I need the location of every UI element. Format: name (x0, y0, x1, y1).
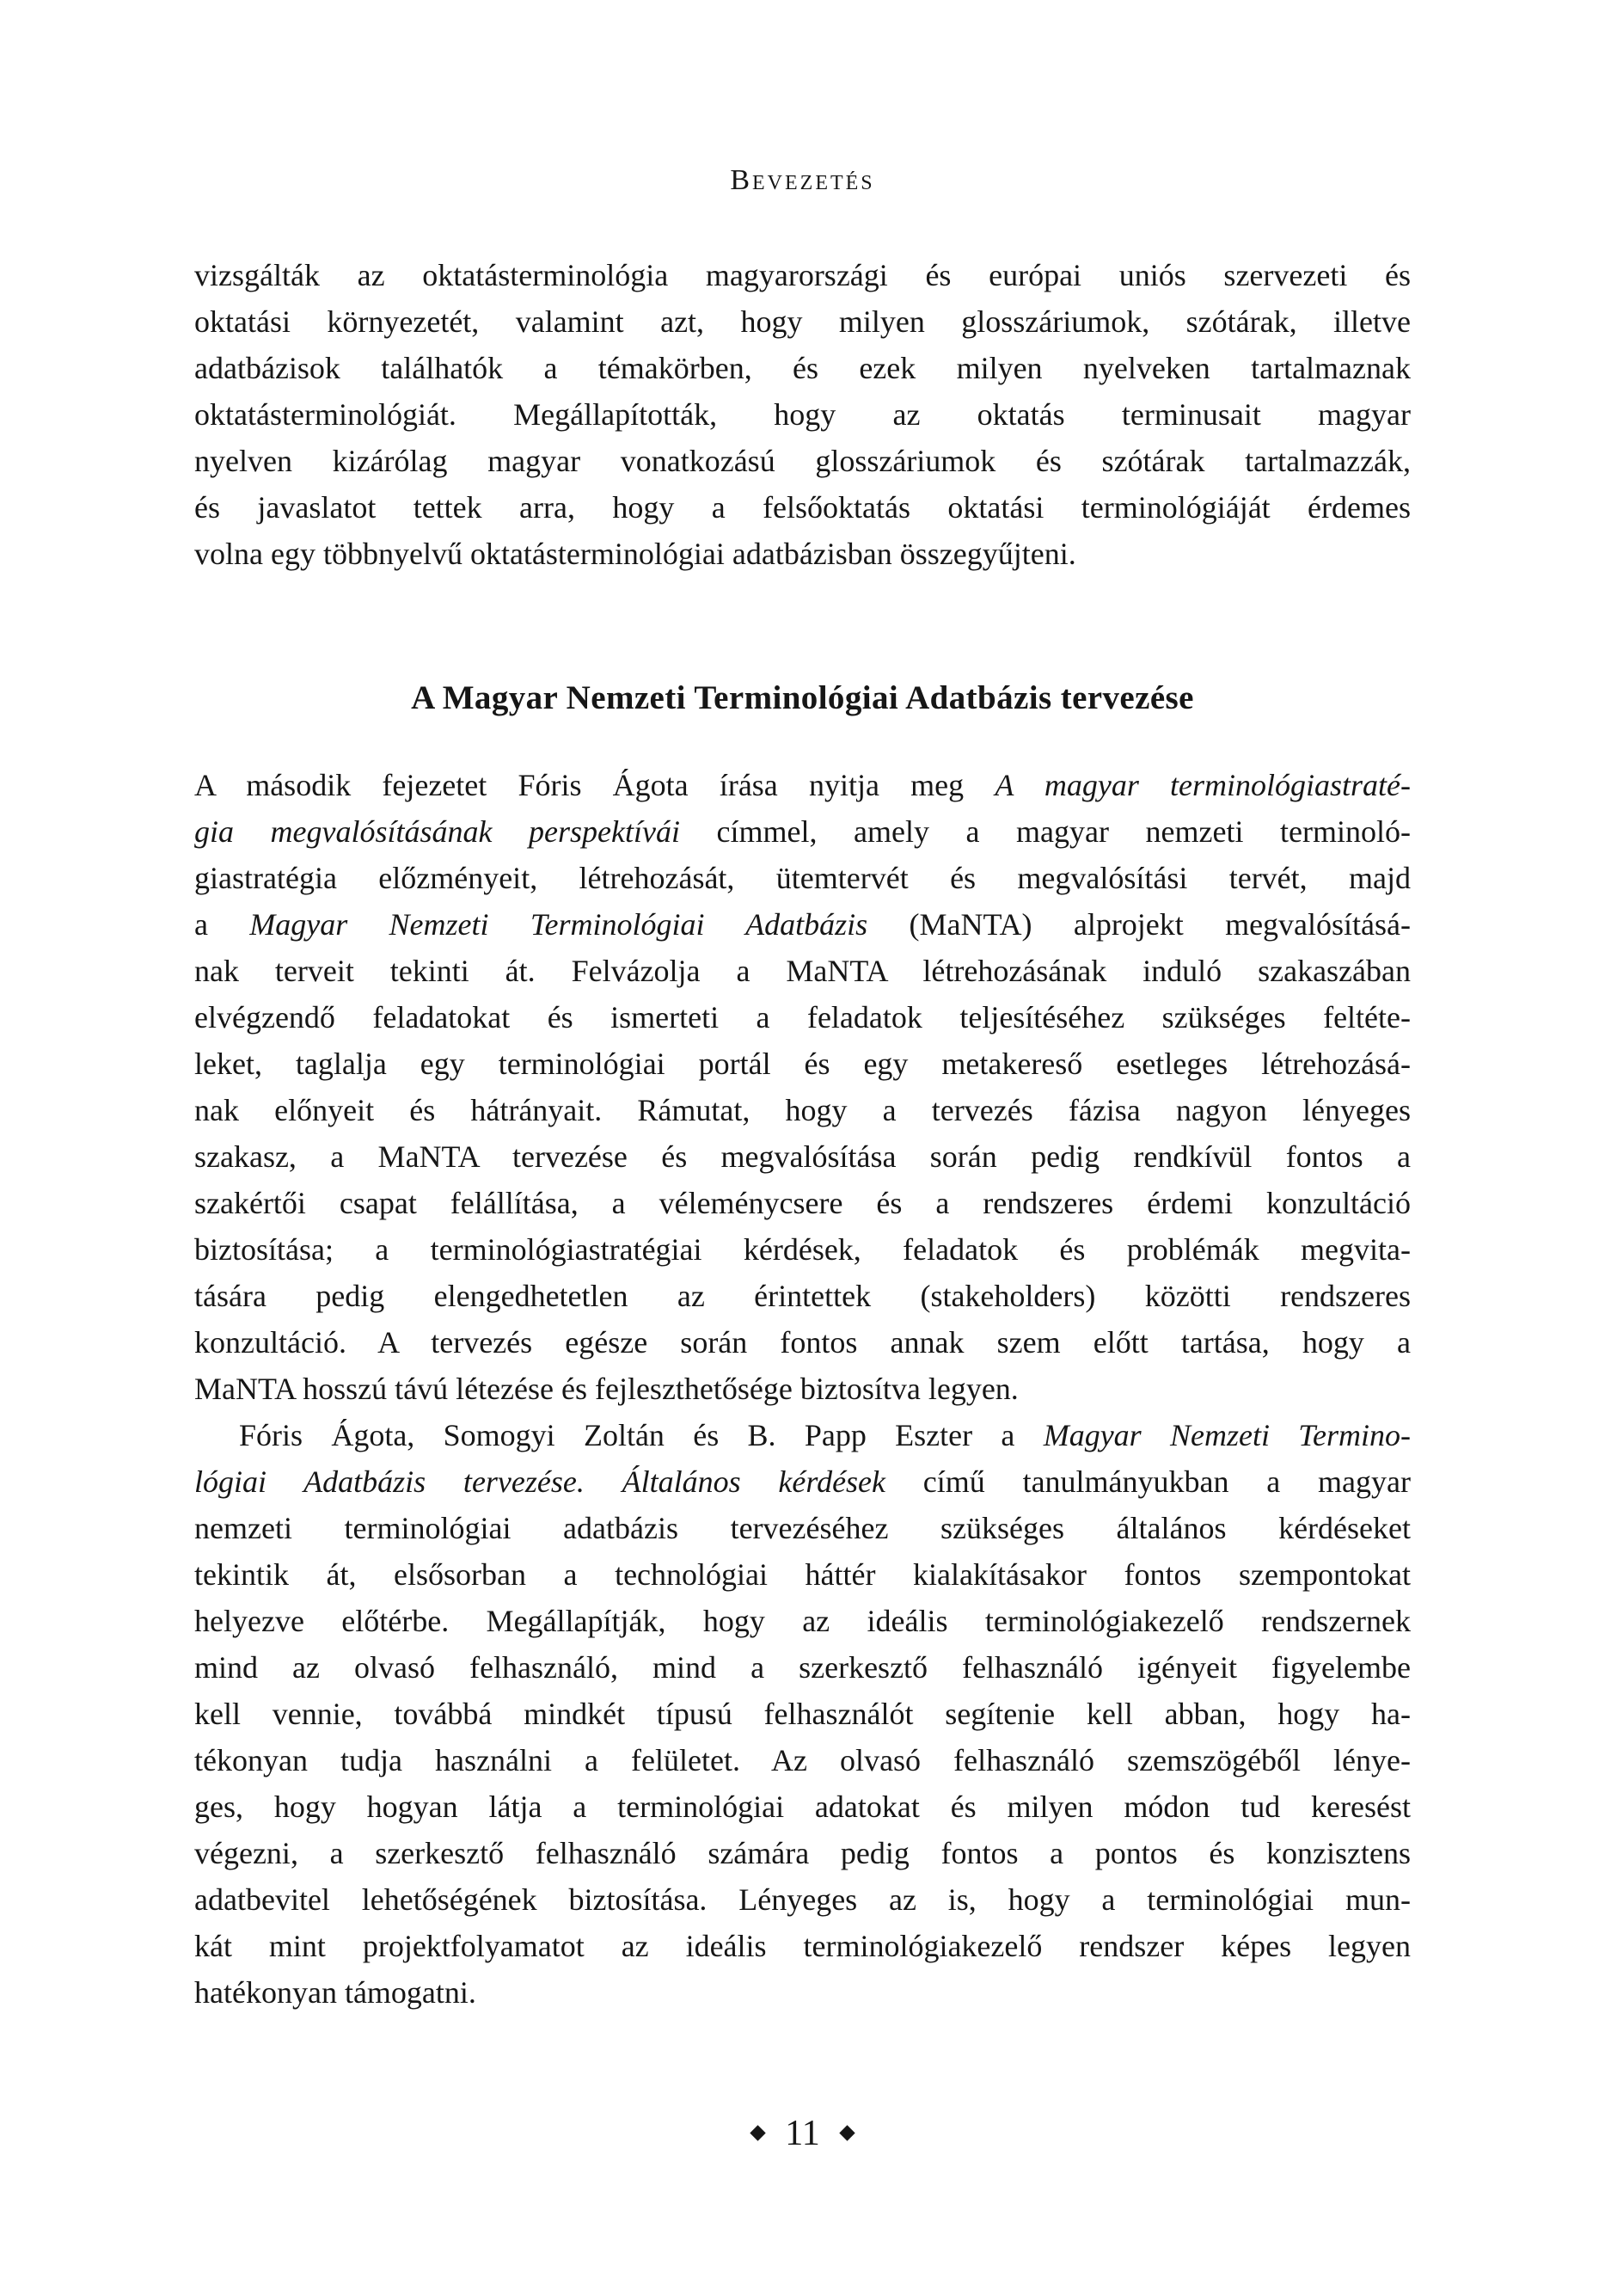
text-run: és javaslatot tettek arra, hogy a felsőoktatás oktatási terminológiáját érdemes (194, 490, 1411, 525)
text-run: oktatásterminológiát. Megállapították, hogy az oktatás terminusait magyar (194, 397, 1411, 432)
text-block (194, 252, 1411, 2016)
italic-text-run: A magyar terminológiastraté- (995, 768, 1411, 802)
text-run: oktatási környezetét, valamint azt, hogy milyen glosszáriumok, szótárak, illetve (194, 304, 1411, 339)
text-run: nak terveit tekinti át. Felvázolja a MaNTA létrehozásának induló szakaszában (194, 954, 1411, 988)
page-number: 11 (785, 2114, 820, 2153)
text-run: című tanulmányukban a magyar (885, 1464, 1411, 1499)
text-line (194, 1644, 1411, 1691)
text-line (194, 345, 1411, 391)
text-line (194, 762, 1411, 808)
text-line (194, 1041, 1411, 1087)
text-run: tására pedig elengedhetetlen az érintettek (stakeholders) közötti rendszeres (194, 1279, 1411, 1313)
text-line (194, 948, 1411, 994)
text-run: biztosítása; a terminológiastratégiai kérdések, feladatok és problémák megvita- (194, 1232, 1411, 1267)
text-run: Fóris Ágota, Somogyi Zoltán és B. Papp Eszter a (239, 1418, 1044, 1452)
text-line (194, 855, 1411, 901)
text-line (194, 1505, 1411, 1551)
text-run: szakasz, a MaNTA tervezése és megvalósítása során pedig rendkívül fontos a (194, 1139, 1411, 1174)
section-heading: A Magyar Nemzeti Terminológiai Adatbázis tervezése (411, 679, 1194, 716)
diamond-ornament-left (750, 2125, 766, 2140)
diamond-ornament-right (839, 2125, 855, 2140)
text-line (194, 1969, 1411, 2016)
text-line (194, 808, 1411, 855)
text-run: volna egy többnyelvű oktatásterminológiai adatbázisban összegyűjteni. (194, 537, 1076, 571)
text-line (194, 484, 1411, 531)
text-run: kát mint projektfolyamatot az ideális terminológiakezelő rendszer képes legyen (194, 1929, 1411, 1963)
text-run: (MaNTA) alprojekt megvalósításá- (867, 907, 1412, 942)
text-line (194, 1366, 1411, 1412)
text-run: hatékonyan támogatni. (194, 1975, 476, 2010)
text-run: mind az olvasó felhasználó, mind a szerkesztő felhasználó igényeit figyelembe (194, 1650, 1411, 1685)
text-line (194, 1551, 1411, 1598)
text-line (194, 1226, 1411, 1273)
text-run: vizsgálták az oktatásterminológia magyarországi és európai uniós szervezeti és (194, 258, 1411, 292)
italic-text-run: Magyar Nemzeti Termino- (1043, 1418, 1411, 1452)
text-run: tékonyan tudja használni a felületet. Az olvasó felhasználó szemszögéből lénye- (194, 1743, 1411, 1777)
text-line (194, 1830, 1411, 1876)
text-run: A második fejezetet Fóris Ágota írása nyitja meg (194, 768, 995, 802)
running-header: Bevezetés (730, 164, 875, 196)
paragraph (194, 1412, 1411, 2016)
text-line (194, 391, 1411, 438)
text-run: végezni, a szerkesztő felhasználó számára pedig fontos a pontos és konzisztens (194, 1836, 1411, 1870)
text-run: a (194, 907, 250, 942)
text-run: kell vennie, továbbá mindkét típusú felhasználót segítenie kell abban, hogy ha- (194, 1697, 1411, 1731)
text-line (194, 1598, 1411, 1644)
text-line (194, 1412, 1411, 1458)
text-line (194, 438, 1411, 484)
text-line (194, 1458, 1411, 1505)
text-line (194, 994, 1411, 1041)
text-run: tekintik át, elsősorban a technológiai háttér kialakításakor fontos szempontokat (194, 1557, 1411, 1592)
text-run: adatbevitel lehetőségének biztosítása. Lényeges az is, hogy a terminológiai mun- (194, 1882, 1411, 1917)
text-line (194, 1133, 1411, 1180)
italic-text-run: gia megvalósításának perspektívái (194, 814, 680, 849)
text-line (194, 1180, 1411, 1226)
text-line (194, 901, 1411, 948)
text-line (194, 1876, 1411, 1923)
page-footer (0, 2113, 1605, 2154)
text-line (194, 1783, 1411, 1830)
text-run: MaNTA hosszú távú létezése és fejleszthetősége biztosítva legyen. (194, 1372, 1019, 1406)
text-line (194, 1319, 1411, 1366)
text-line (194, 1691, 1411, 1737)
text-run: ges, hogy hogyan látja a terminológiai adatokat és milyen módon tud keresést (194, 1790, 1411, 1824)
text-run: nemzeti terminológiai adatbázis tervezéséhez szükséges általános kérdéseket (194, 1511, 1411, 1545)
paragraph (194, 252, 1411, 577)
text-line (194, 1087, 1411, 1133)
paragraph (194, 762, 1411, 1412)
text-run: nak előnyeit és hátrányait. Rámutat, hogy a tervezés fázisa nagyon lényeges (194, 1093, 1411, 1127)
text-run: adatbázisok találhatók a témakörben, és ezek milyen nyelveken tartalmaznak (194, 351, 1411, 385)
text-run: leket, taglalja egy terminológiai portál és egy metakereső esetleges létrehozásá- (194, 1047, 1411, 1081)
text-run: helyezve előtérbe. Megállapítják, hogy az ideális terminológiakezelő rendszernek (194, 1604, 1411, 1638)
text-run: szakértői csapat felállítása, a véleménycsere és a rendszeres érdemi konzultáció (194, 1186, 1411, 1220)
text-line (194, 298, 1411, 345)
text-line (194, 252, 1411, 298)
text-line (194, 1737, 1411, 1783)
text-line (194, 1273, 1411, 1319)
italic-text-run: Magyar Nemzeti Terminológiai Adatbázis (249, 907, 868, 942)
text-run: címmel, amely a magyar nemzeti terminoló- (679, 814, 1411, 849)
text-run: elvégzendő feladatokat és ismerteti a feladatok teljesítéséhez szükséges feltéte- (194, 1000, 1411, 1034)
text-line (194, 1923, 1411, 1969)
italic-text-run: lógiai Adatbázis tervezése. Általános kérdések (194, 1464, 886, 1499)
text-run: giastratégia előzményeit, létrehozását, ütemtervét és megvalósítási tervét, majd (194, 861, 1411, 895)
text-run: nyelven kizárólag magyar vonatkozású glosszáriumok és szótárak tartalmazzák, (194, 444, 1411, 478)
text-line (194, 531, 1411, 577)
text-run: konzultáció. A tervezés egésze során fontos annak szem előtt tartása, hogy a (194, 1325, 1411, 1360)
